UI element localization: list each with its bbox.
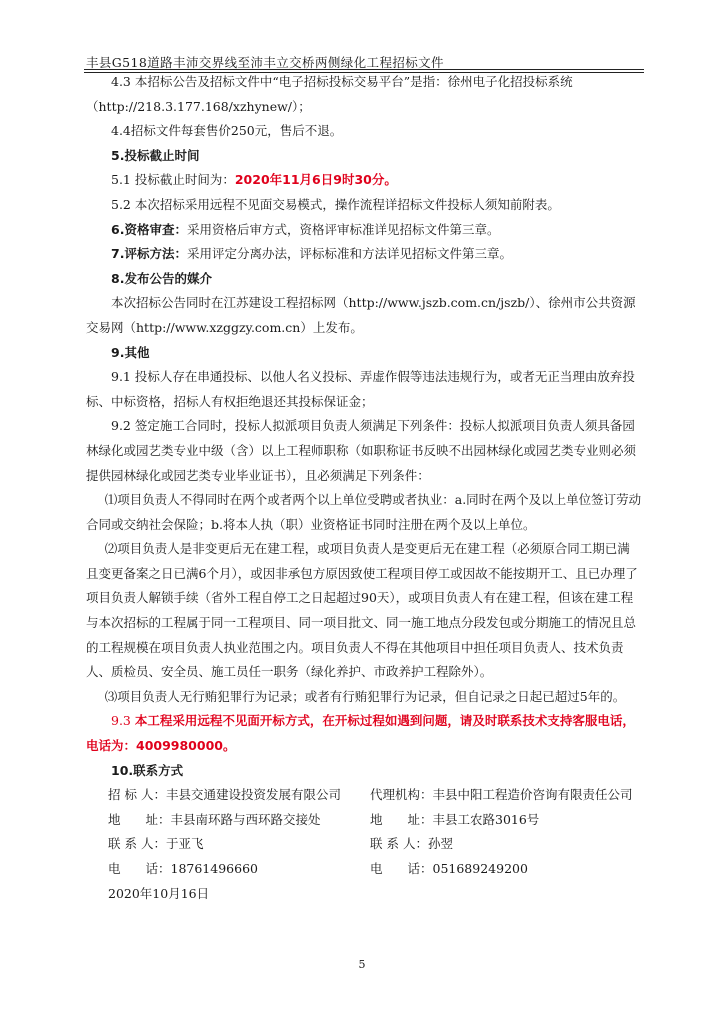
heading-section-5: 5.投标截止时间 [111,147,200,163]
page-header: 丰县G518道路丰沛交界线至沛丰立交桥两侧绿化工程招标文件 [86,55,444,70]
document-body [86,70,642,906]
deadline-label: 5.1 投标截止时间为： [111,172,235,188]
document-date: 2020年10月16日 [108,885,210,901]
paragraph-section-6 [86,218,642,243]
deadline-suffix: 。 [384,172,397,188]
heading-section-6: 6.资格审查： [111,221,187,237]
heading-section-10: 10.联系方式 [111,762,184,778]
paragraph-5-1 [86,168,642,193]
contact-row [86,857,642,882]
list-item-1: ⑴项目负责人不得同时在两个或者两个以上单位受聘或者执业：a.同时在两个及以上单位签订劳动合同或交纳社会保险；b.将本人执（职）业资格证书同时注册在两个及以上单位。 [86,492,642,532]
paragraph-9-1: 9.1 投标人存在串通投标、以他人名义投标、弄虚作假等违法违规行为，或者无正当理由放弃投标、中标资格，招标人有权拒绝退还其投标保证金； [86,369,635,409]
heading-section-9: 9.其他 [111,344,150,360]
agency-phone: 电 话：051689249200 [370,861,528,876]
contact-row [86,808,642,833]
paragraph-section-8: 本次招标公告同时在江苏建设工程招标网（http://www.jszb.com.cn/jszb/）、徐州市公共资源交易网（http://www.xzggzy.com.cn）上发布。 [86,295,636,335]
list-item-2: ⑵项目负责人是非变更后无在建工程，或项目负责人是变更后无在建工程（必须原合同工期已满且变更备案之日已满6个月），或因非承包方原因致使工程项目停工或因故不能按期开工、且已办理了项目负责人解锁手续（省外工程自停工之日起超过90天），或项目负责人有在建工程，但该在建工程与本次招标的工程属于同一工程项目、同一项目批文、同一施工地点分段发包或分期施工的情况且总的工程规模在项目负责人执业范围之内。项目负责人不得在其他项目中担任项目负责人、技术负责人、质检员、安全员、施工员任一职务（绿化养护、市政养护工程除外）。 [86,541,638,680]
list-item-3: ⑶项目负责人无行贿犯罪行为记录；或者有行贿犯罪行为记录，但自记录之日起已超过5年的。 [104,688,626,704]
paragraph-9-3-notice: 本工程采用远程不见面开标方式，在开标过程如遇到问题，请及时联系技术支持客服电话，电话为：4009980000。 [86,713,635,754]
paragraph-9-2: 9.2 签定施工合同时，投标人拟派项目负责人须满足下列条件：投标人拟派项目负责人须具备园林绿化或园艺类专业中级（含）以上工程师职称（如职称证书反映不出园林绿化或园艺类专业则必须提供园林绿化或园艺类专业毕业证书），且必须满足下列条件： [86,418,637,483]
agency-name: 代理机构：丰县中阳工程造价咨询有限责任公司 [370,787,633,803]
tenderer-address: 地 址：丰县南环路与西环路交接处 [108,811,321,827]
section-7-text: 采用评定分离办法，评标标准和方法详见招标文件第三章。 [186,246,512,262]
page-number: 5 [358,958,366,971]
contact-row [86,783,642,808]
contact-row [86,832,642,857]
paragraph-9-3-number: 9.3 [111,713,135,729]
agency-contact: 联 系 人：孙翌 [370,836,453,852]
heading-section-7: 7.评标方法： [111,246,187,262]
tenderer-phone: 电 话：18761496660 [108,861,258,876]
heading-section-8: 8.发布公告的媒介 [111,270,212,286]
paragraph-4-4: 4.4招标文件每套售价250元，售后不退。 [111,123,343,139]
section-6-text: 采用资格后审方式，资格评审标准详见招标文件第三章。 [186,221,500,237]
paragraph-section-7 [86,242,642,267]
tenderer-contact: 联 系 人：于亚飞 [108,836,204,852]
agency-address: 地 址：丰县工农路3016号 [370,811,540,827]
paragraph-5-2: 5.2 本次招标采用远程不见面交易模式，操作流程详招标文件投标人须知前附表。 [111,196,560,212]
tenderer-name: 招 标 人：丰县交通建设投资发展有限公司 [108,787,341,803]
paragraph-9-3 [86,709,642,758]
paragraph-4-3: 4.3 本招标公告及招标文件中“电子招标投标交易平台”是指：徐州电子化招投标系统（http://218.3.177.168/xzhynew/）； [86,74,573,114]
deadline-value: 2020年11月6日9时30分 [234,172,385,188]
